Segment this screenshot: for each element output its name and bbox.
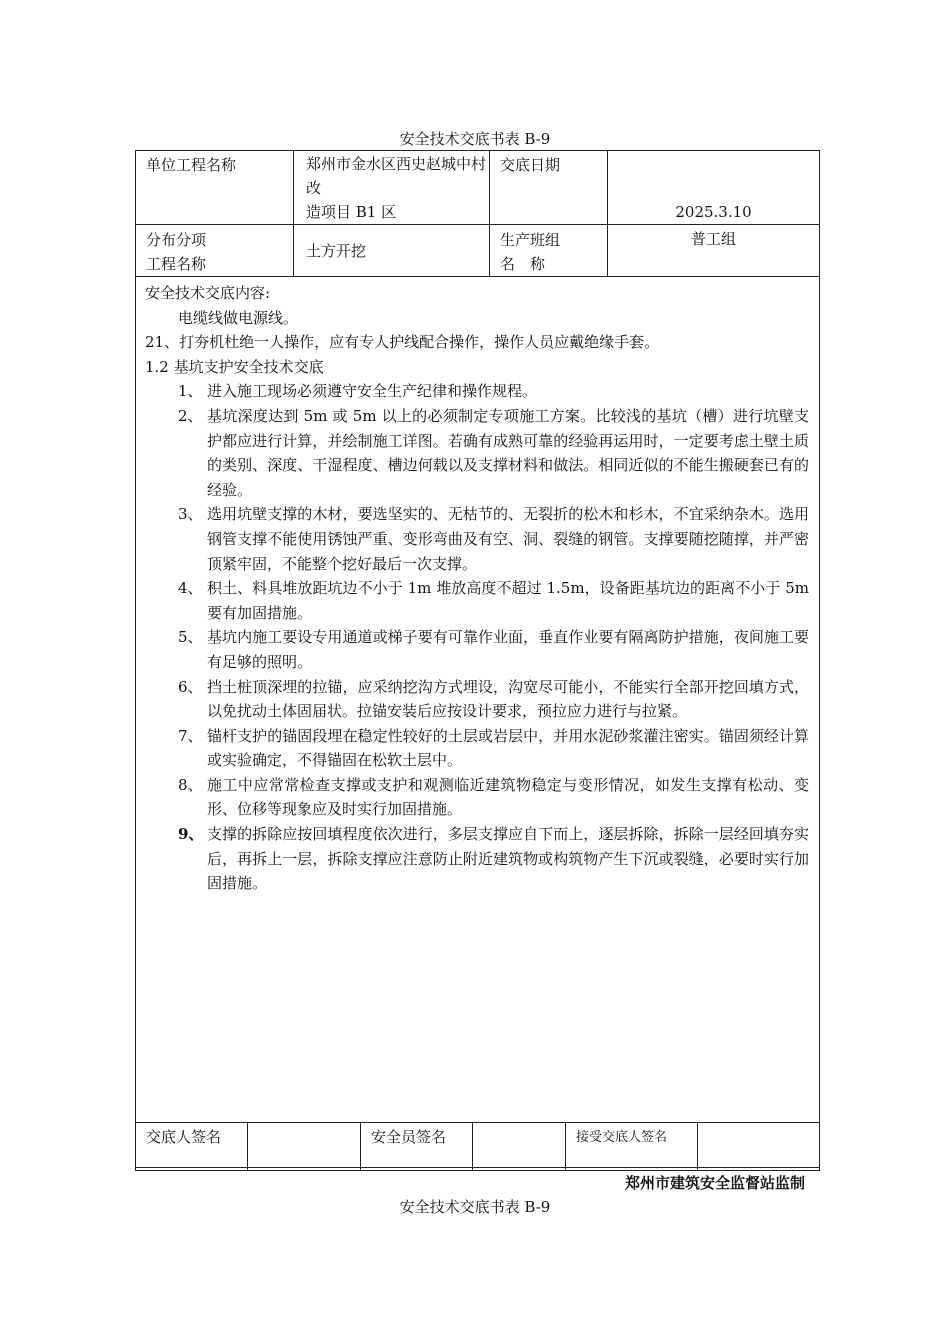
- form-title-bottom: 安全技术交底书表 B-9: [399, 1198, 551, 1216]
- content-line-1: 电缆线做电源线。: [178, 308, 299, 327]
- list-item: 7、 锚杆支护的锚固段埋在稳定性较好的土层或岩层中，并用水泥砂浆灌注密实。锚固须经计算或实验确定，不得锚固在松软土层中。: [178, 726, 810, 770]
- issuing-organization: 郑州市建筑安全监督站监制: [624, 1174, 805, 1192]
- briefing-content: [136, 277, 820, 1168]
- form-title-top: 安全技术交底书表 B-9: [399, 130, 551, 148]
- receiver-signature-label: 接受交底人签名: [566, 1123, 698, 1171]
- list-item: 4、 积土、料具堆放距坑边不小于 1m 堆放高度不超过 1.5m，设备距基坑边的距离不小于 5m 要有加固措施。: [178, 579, 810, 622]
- date-label: 交底日期: [490, 151, 608, 225]
- sub-project-label: 分布分项 工程名称: [136, 225, 294, 277]
- list-item: 2、 基坑深度达到 5m 或 5m 以上的必须制定专项施工方案。比较浅的基坑（槽）进行坑壁支护都应进行计算，并绘制施工详图。若确有成熟可靠的经验再运用时，一定要考虑土壁土质的类别、深度、干湿程度、槽边何载以及支撑材料和做法。相同近似的不能生搬硬套已有的经验。: [178, 406, 810, 499]
- list-item: 3、 选用坑壁支撑的木材，要选坚实的、无枯节的、无裂折的松木和杉木，不宜采纳杂木。选用钢管支撑不能使用锈蚀严重、变形弯曲及有空、洞、裂缝的钢管。支撑要随挖随撑，并严密顶紧牢固，不能整个挖好最后一次支撑。: [178, 505, 810, 573]
- team-value: 普工组: [608, 225, 820, 277]
- safety-officer-signature-field[interactable]: [473, 1123, 566, 1171]
- section-heading: 1.2 基坑支护安全技术交底: [145, 357, 324, 376]
- presenter-signature-label: 交底人签名: [136, 1123, 248, 1171]
- list-item: 9、 支撑的拆除应按回填程度依次进行，多层支撑应自下而上，逐层拆除，拆除一层经回填夯实后，再拆上一层，拆除支撑应注意防止附近建筑物或构筑物产生下沉或裂缝，必要时实行加固措施。: [178, 825, 810, 893]
- list-item: 5、 基坑内施工要设专用通道或梯子要有可靠作业面，垂直作业要有隔离防护措施，夜间施工要有足够的照明。: [178, 628, 810, 671]
- receiver-signature-field[interactable]: [698, 1123, 820, 1171]
- presenter-signature-field[interactable]: [248, 1123, 361, 1171]
- content-line-2: 21、打夯机杜绝一人操作，应有专人护线配合操作，操作人员应戴绝缘手套。: [145, 333, 660, 352]
- content-heading: 安全技术交底内容:: [145, 284, 271, 302]
- team-label: 生产班组 名 称: [490, 225, 608, 277]
- date-value: 2025.3.10: [608, 151, 820, 225]
- safety-briefing-table: [135, 150, 820, 1168]
- sub-project-value: 土方开挖: [294, 225, 490, 277]
- signature-table: [135, 1122, 820, 1171]
- unit-project-value: 郑州市金水区西史赵城中村改 造项目 B1 区: [294, 151, 490, 225]
- list-item: 8、 施工中应常常检查支撑或支护和观测临近建筑物稳定与变形情况，如发生支撑有松动、变形、位移等现象应及时实行加固措施。: [178, 775, 810, 819]
- safety-officer-signature-label: 安全员签名: [361, 1123, 473, 1171]
- list-item: 6、 挡土桩顶深埋的拉锚，应采纳挖沟方式埋设，沟宽尽可能小，不能实行全部开挖回填方式，以免扰动土体固届状。拉锚安装后应按设计要求，预拉应力进行与拉紧。: [178, 677, 810, 721]
- list-item: 1、 进入施工现场必须遵守安全生产纪律和操作规程。: [178, 382, 538, 401]
- unit-project-label: 单位工程名称: [136, 151, 294, 225]
